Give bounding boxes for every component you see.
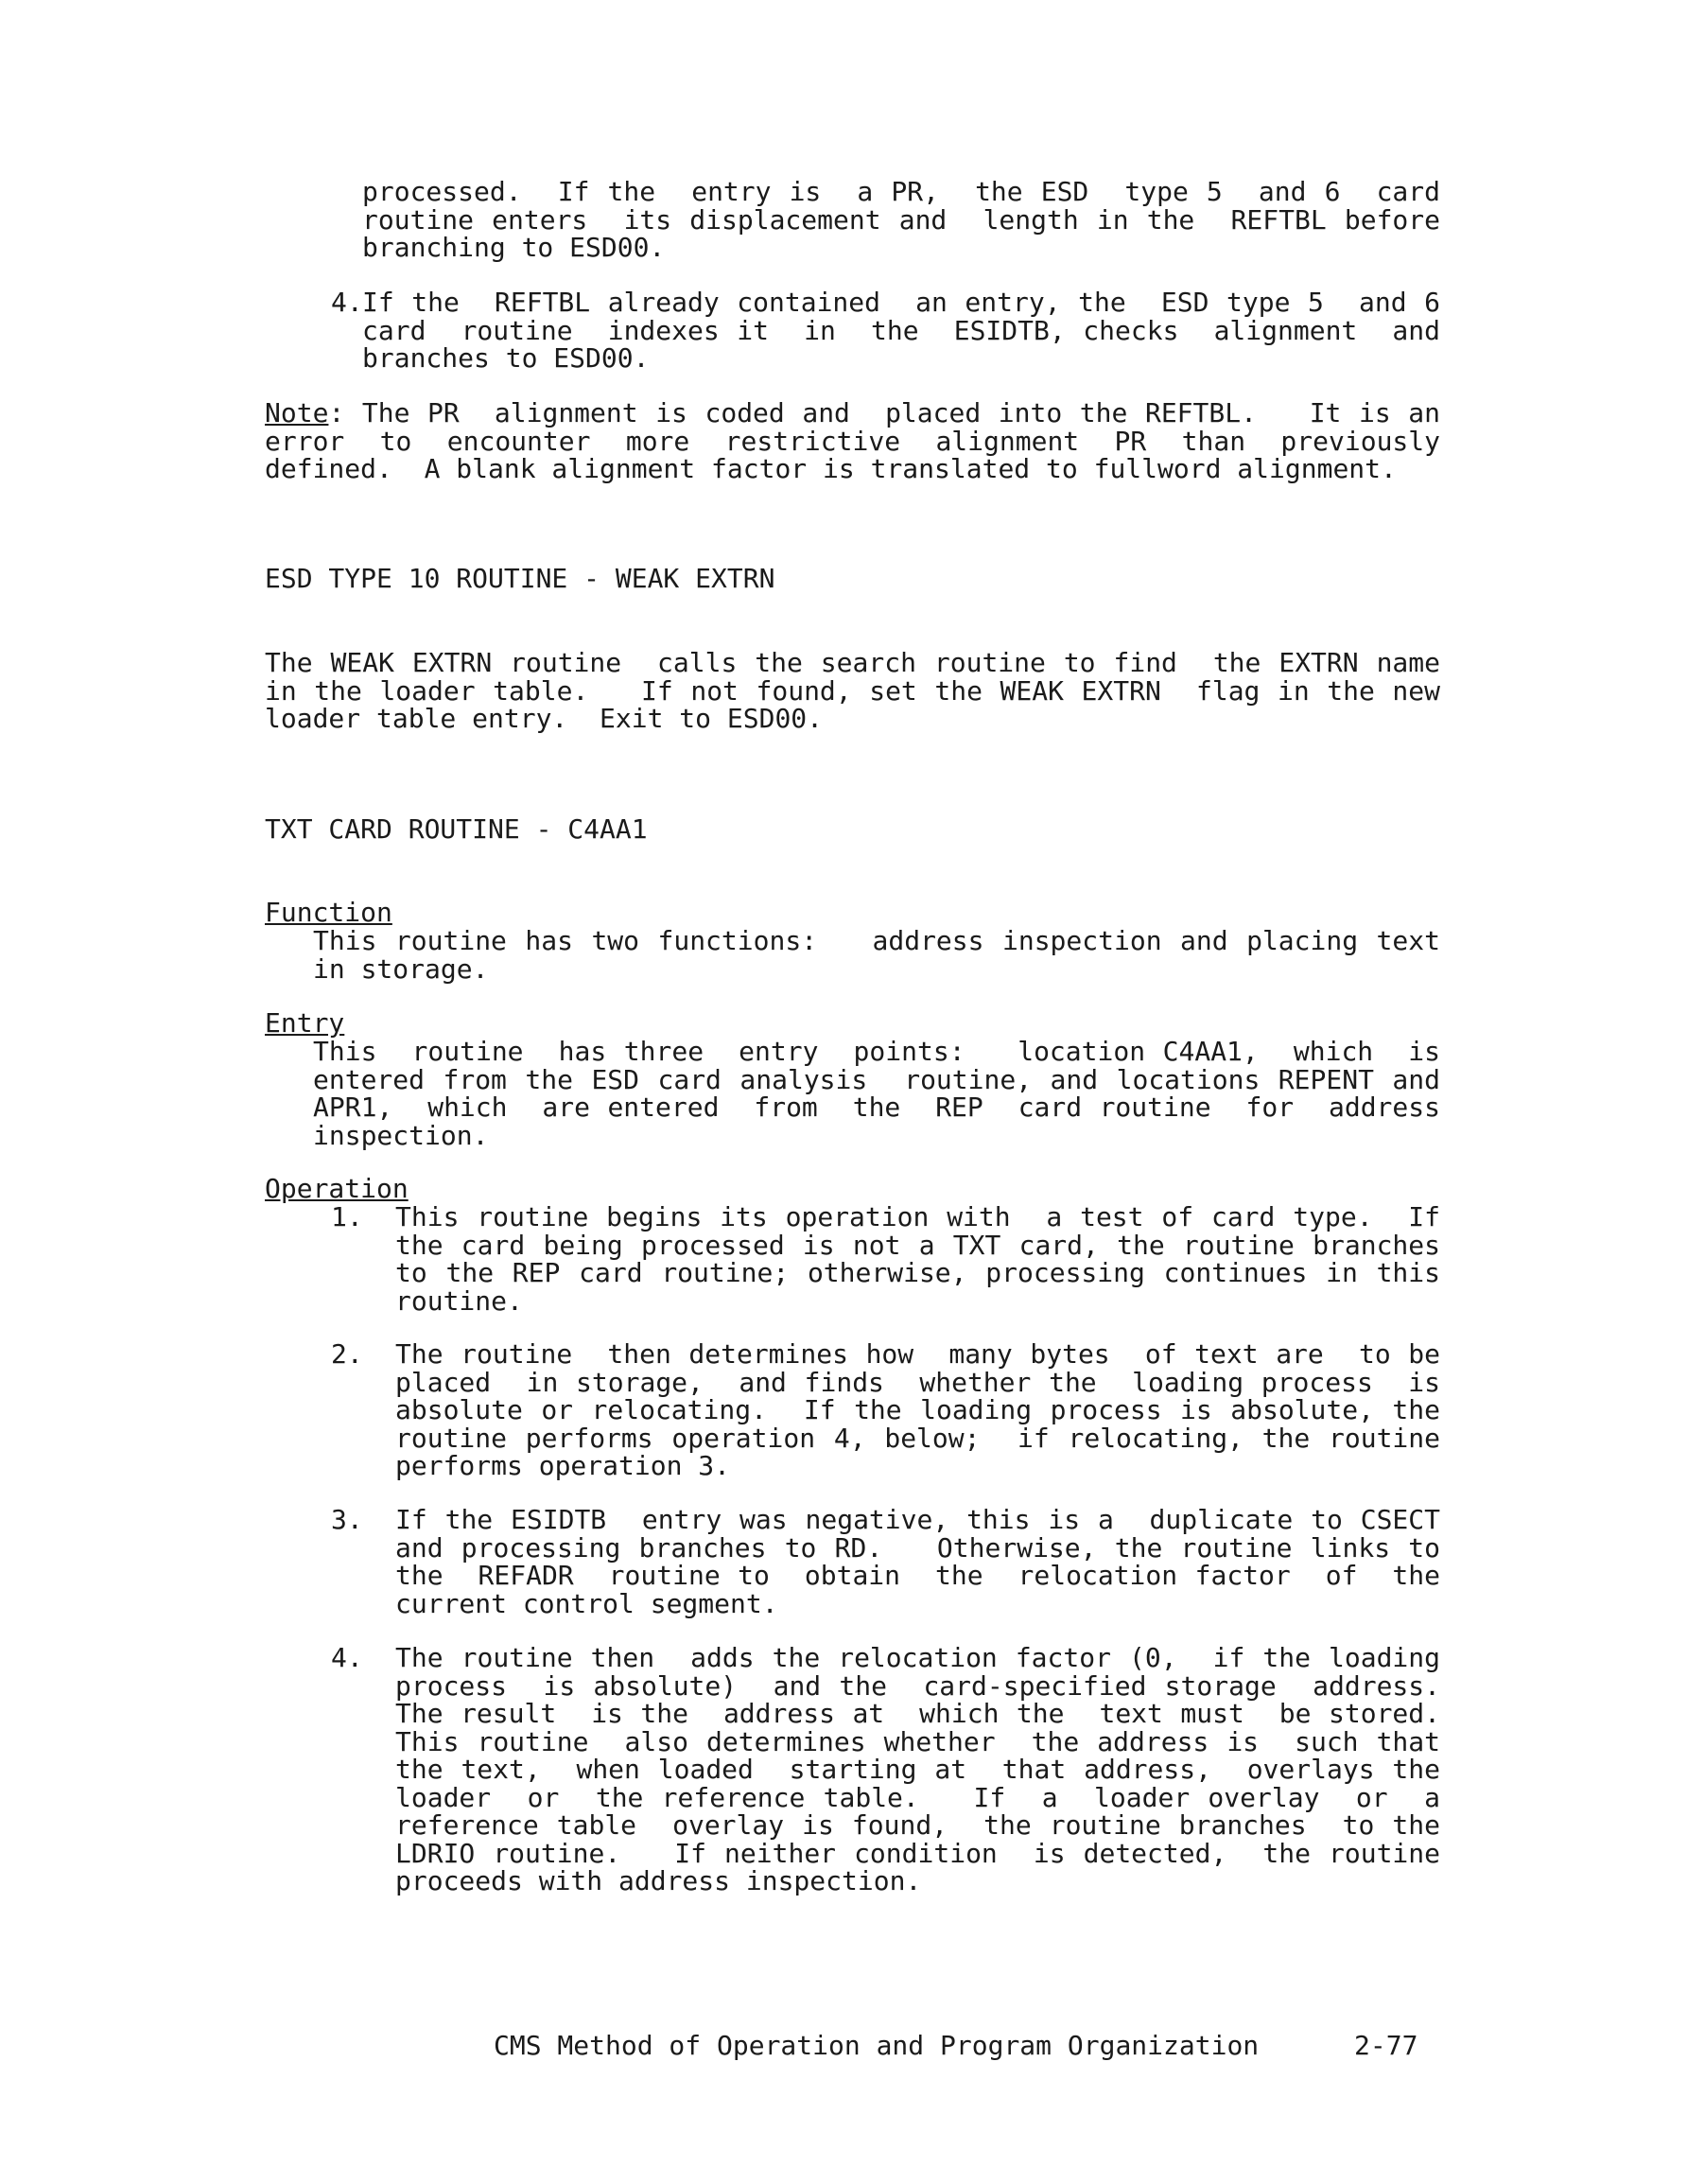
function-label: Function: [265, 897, 392, 928]
item4-line: branches to ESD00.: [362, 342, 650, 374]
op-line: the REFADR routine to obtain the relocation factor of the: [395, 1560, 1440, 1591]
op-number: 1.: [331, 1201, 363, 1232]
op-line: proceeds with address inspection.: [395, 1865, 922, 1896]
esd10-paragraph: [265, 649, 1440, 733]
op-line: performs operation 3.: [395, 1450, 731, 1481]
intro-line: branching to ESD00.: [362, 232, 666, 263]
op-paragraph: [395, 1203, 1440, 1315]
op-number: 4.: [331, 1642, 363, 1673]
entry-line: APR1, which are entered from the REP card routine for address: [313, 1092, 1440, 1123]
op-line: the card being processed is not a TXT card, the routine branches: [395, 1229, 1440, 1261]
op-line: routine performs operation 4, below; if relocating, the routine: [395, 1422, 1440, 1454]
op-line: to the REP card routine; otherwise, processing continues in this: [395, 1257, 1440, 1288]
note-label: Note: [265, 397, 329, 428]
note-paragraph: [265, 399, 1440, 483]
intro-line: routine enters its displacement and length in the REFTBL before: [362, 203, 1440, 236]
function-line: in storage.: [313, 952, 489, 985]
op-line: the text, when loaded starting at that address, overlays the: [395, 1754, 1440, 1785]
item-number: 4.: [331, 287, 363, 318]
intro-line: processed. If the entry is a PR, the ESD type 5 and 6 card: [362, 176, 1440, 207]
esd10-line: loader table entry. Exit to ESD00.: [265, 703, 824, 734]
item4-line: card routine indexes it in the ESIDTB, checks alignment and: [362, 314, 1440, 346]
function-line: This routine has two functions: address inspection and placing text: [313, 925, 1440, 956]
op-line: If the ESIDTB entry was negative, this is a duplicate to CSECT: [395, 1504, 1440, 1535]
op-line: reference table overlay is found, the routine branches to the: [395, 1809, 1440, 1841]
op-line: The routine then determines how many bytes of text are to be: [395, 1338, 1440, 1370]
section-heading: ESD TYPE 10 ROUTINE - WEAK EXTRN: [265, 563, 775, 594]
entry-line: This routine has three entry points: location C4AA1, which is: [313, 1036, 1440, 1067]
op-line: routine.: [395, 1284, 523, 1317]
op-number: 3.: [331, 1504, 363, 1535]
note-line: : The PR alignment is coded and placed into the REFTBL. It is an: [328, 397, 1440, 428]
op-paragraph: [395, 1644, 1440, 1896]
item4-paragraph: [362, 288, 1440, 373]
op-paragraph: [395, 1340, 1440, 1480]
note-line: error to encounter more restrictive alignment PR than previously: [265, 425, 1440, 457]
entry-line: entered from the ESD card analysis routine, and locations REPENT and: [313, 1063, 1440, 1095]
op-line: The routine then adds the relocation factor (0, if the loading: [395, 1642, 1440, 1673]
item4-line: If the REFTBL already contained an entry, the ESD type 5 and 6: [362, 287, 1440, 318]
esd10-line: in the loader table. If not found, set the WEAK EXTRN flag in the new: [265, 674, 1440, 707]
function-paragraph: [313, 927, 1440, 983]
entry-line: inspection.: [313, 1119, 489, 1151]
op-line: The result is the address at which the text must be stored.: [395, 1698, 1440, 1729]
entry-label: Entry: [265, 1007, 345, 1039]
op-line: process is absolute) and the card-specified storage address.: [395, 1669, 1440, 1702]
page-number: 2-77: [1354, 2030, 1418, 2061]
op-line: absolute or relocating. If the loading process is absolute, the: [395, 1394, 1440, 1425]
op-number: 2.: [331, 1338, 363, 1370]
intro-paragraph: [362, 178, 1440, 262]
op-line: This routine also determines whether the address is such that: [395, 1725, 1440, 1757]
footer-title: CMS Method of Operation and Program Organization: [494, 2030, 1260, 2061]
op-line: This routine begins its operation with a test of card type. If: [395, 1201, 1440, 1232]
note-line: defined. A blank alignment factor is translated to fullword alignment.: [265, 453, 1397, 484]
op-line: current control segment.: [395, 1587, 778, 1619]
op-paragraph: [395, 1506, 1440, 1617]
op-line: and processing branches to RD. Otherwise, the routine links to: [395, 1531, 1440, 1564]
section-heading: TXT CARD ROUTINE - C4AA1: [265, 813, 648, 845]
op-line: loader or the reference table. If a loader overlay or a: [395, 1781, 1440, 1813]
op-line: placed in storage, and finds whether the loading process is: [395, 1366, 1440, 1398]
entry-paragraph: [313, 1038, 1440, 1149]
operation-label: Operation: [265, 1173, 409, 1204]
esd10-line: The WEAK EXTRN routine calls the search routine to find the EXTRN name: [265, 647, 1440, 678]
op-line: LDRIO routine. If neither condition is detected, the routine: [395, 1837, 1440, 1869]
